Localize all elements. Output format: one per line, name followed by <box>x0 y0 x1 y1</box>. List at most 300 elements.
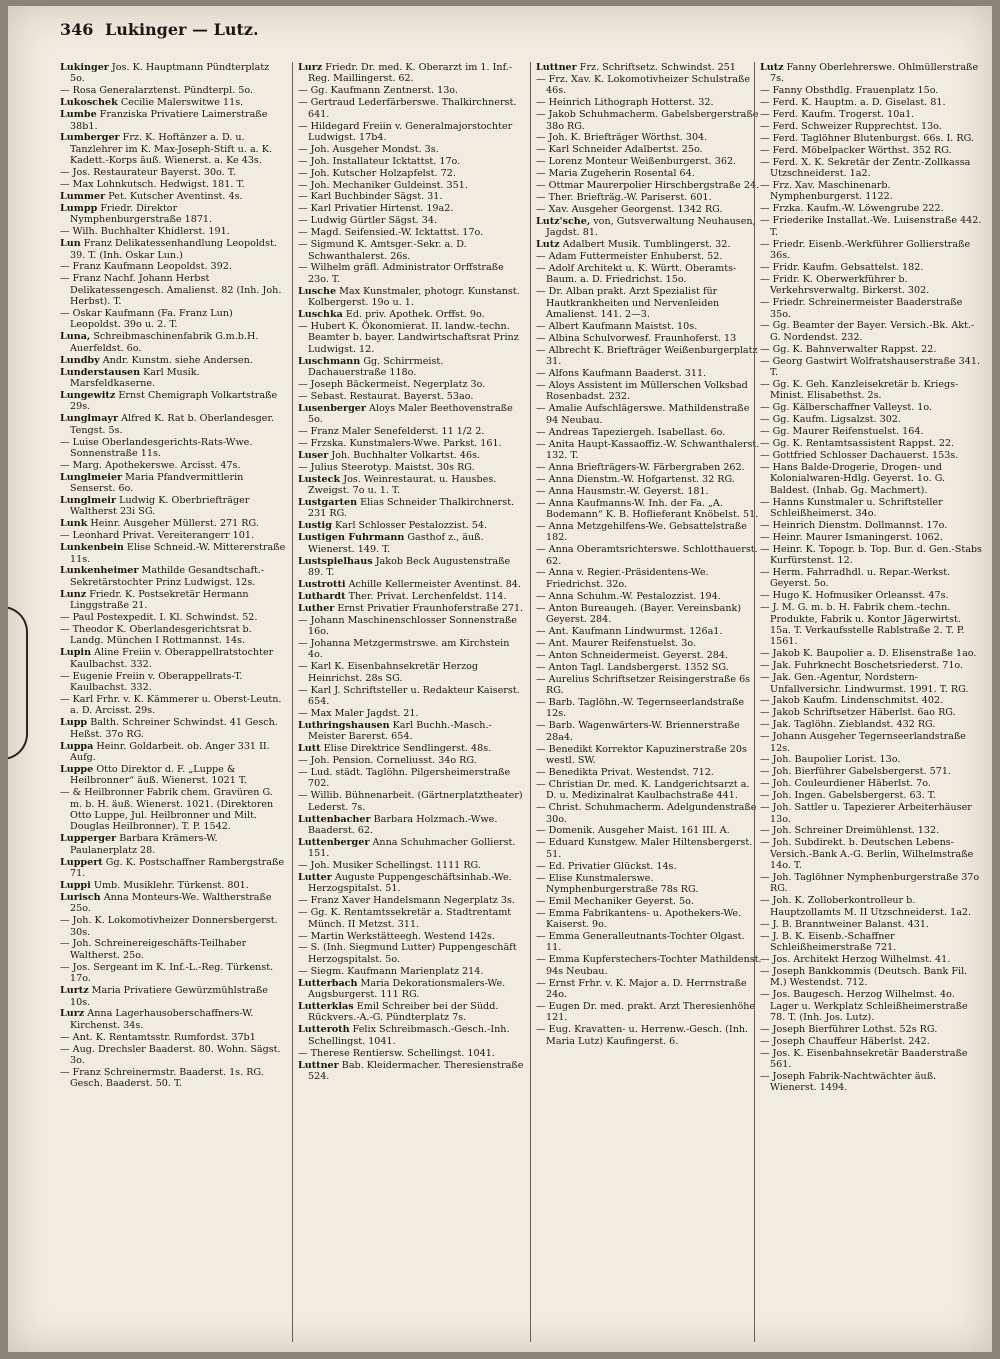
entry-text: — Joseph Bankkommis (Deutsch. Bank Fil. M.) Westendst. 712. <box>760 965 968 989</box>
entry-text: Jos. Weinrestaurat. u. Hausbes. Zweigst. 7o u. 1. T. <box>308 473 497 497</box>
directory-entry <box>536 74 762 97</box>
entry-text: — Ferd. X. K. Sekretär der Zentr.-Zollkassa Utzschneiderst. 1a2. <box>760 156 971 180</box>
directory-entry <box>298 97 524 120</box>
entry-text: Emil Schreiber bei der Südd. Rückvers.-A.-G. Pündterplatz 7s. <box>308 1001 499 1024</box>
entry-surname: Lumpp <box>60 202 98 214</box>
entry-text: — Fanny Obsthdlg. Frauenplatz 15o. <box>760 85 939 97</box>
entry-text: — Ernst Frhr. v. K. Major a. D. Herrnstraße 24o. <box>536 977 747 1001</box>
directory-entry <box>60 132 286 166</box>
directory-entry <box>298 907 524 930</box>
column-divider <box>754 62 755 1342</box>
directory-entry <box>760 989 984 1023</box>
directory-entry <box>760 97 984 108</box>
directory-entry <box>760 1024 984 1035</box>
entry-surname: Lunz <box>60 588 87 600</box>
entry-text: Achille Kellermeister Aventinst. 84. <box>348 578 521 590</box>
entry-surname: Lupin <box>60 647 92 659</box>
directory-entry <box>760 497 984 520</box>
entry-text: Friedr. K. Postsekretär Hermann Linggstraße 21. <box>70 588 249 612</box>
entry-text: Andr. Kunstm. siehe Andersen. <box>102 354 253 366</box>
directory-entry <box>760 450 984 461</box>
directory-entry <box>60 261 286 272</box>
entry-surname: Lunderstausen <box>60 366 141 378</box>
directory-entry <box>760 825 984 836</box>
entry-text: — Joh. K. Zolloberkontrolleur b. Hauptzollamts M. II Utzschneiderst. 1a2. <box>760 895 972 918</box>
entry-text: — Anna Dienstm.-W. Hofgartenst. 32 RG. <box>536 473 735 485</box>
directory-entry <box>536 368 762 379</box>
directory-entry <box>60 880 286 891</box>
entry-text: Adalbert Musik. Tumblingerst. 32. <box>562 239 731 251</box>
directory-entry <box>760 532 984 543</box>
directory-entry <box>60 647 286 670</box>
entry-text: — Anna Kaufmanns-W. Inh. der Fa. „A. Bodemann“ K. B. Hoflieferant Knöbelst. 51. <box>536 497 759 520</box>
entry-surname: Lutz <box>536 239 560 251</box>
entry-text: — Ferd. Taglöhner Blutenburgst. 66s. I. RG. <box>760 132 974 144</box>
directory-entry <box>760 966 984 989</box>
entry-text: — Dr. Alban prakt. Arzt Spezialist für Hautkrankheiten und Nervenleiden Amalienst. 141. 2—3. <box>536 286 720 321</box>
entry-text: — Jos. Architekt Herzog Wilhelmst. 41. <box>760 953 951 965</box>
entry-text: — Ferd. K. Hauptm. a. D. Giselast. 81. <box>760 97 946 109</box>
directory-entry <box>298 532 524 555</box>
entry-text: — Gertraud Lederfärberswe. Thalkirchnerst. 641. <box>298 97 517 120</box>
directory-entry <box>536 650 762 661</box>
entry-surname: Lurtz <box>60 985 89 997</box>
entry-surname: Lustig <box>298 520 332 532</box>
entry-text: — Lorenz Monteur Weißenburgerst. 362. <box>536 156 737 168</box>
directory-entry <box>536 462 762 473</box>
entry-text: Frz. K. Hoftänzer a. D. u. Tanzlehrer im K. Max-Joseph-Stift u. a. K. Kadett.-Korps äuß. Wienerst. a. Ke 43s. <box>70 132 272 167</box>
directory-entry <box>760 954 984 965</box>
entry-surname: Lustspielhaus <box>298 555 373 567</box>
directory-entry <box>760 731 984 754</box>
entry-text: Heinr. Goldarbeit. ob. Anger 331 II. Aufg. <box>70 740 270 763</box>
directory-entry <box>60 238 286 261</box>
entry-text: Bab. Kleidermacher. Theresienstraße 524. <box>308 1059 524 1082</box>
entry-text: Anna Monteurs-We. Waltherstraße 25o. <box>70 891 272 915</box>
entry-text: Balth. Schreiner Schwindst. 41 Gesch. Heßst. 37o RG. <box>70 717 278 740</box>
directory-entry <box>760 837 984 871</box>
directory-entry <box>536 767 762 778</box>
entry-text: — Ant. Maurer Reifenstuelst. 3o. <box>536 637 697 649</box>
entry-text: — Gg. Kaufm. Ligsalzst. 302. <box>760 414 901 426</box>
entry-text: — Jos. K. Eisenbahnsekretär Baaderstraße 561. <box>760 1047 968 1071</box>
entry-text: — Georg Gastwirt Wolfratshauserstraße 341. T. <box>760 355 981 379</box>
entry-surname: Luttenberger <box>298 836 370 848</box>
entry-text: — Willib. Bühnenarbeit. (Gärtnerplatztheater) Lederst. 7s. <box>298 790 523 813</box>
entry-text: — Sebast. Restaurat. Bayerst. 53ao. <box>298 390 474 402</box>
entry-text: — Jak. Taglöhn. Zieblandst. 432 RG. <box>760 719 936 731</box>
entry-text: — J. B. K. Eisenb.-Schaffner Schleißheimerstraße 721. <box>760 930 897 953</box>
directory-entry <box>536 931 762 954</box>
entry-surname: Lunglmeier <box>60 471 123 483</box>
entry-text: — Joh. Subdirekt. b. Deutschen Lebens-Versich.-Bank A.-G. Berlin, Wilhelmstraße 14o. T. <box>760 837 974 872</box>
entry-surname: Lunk <box>60 518 88 530</box>
entry-text: — Andreas Tapeziergeh. Isabellast. 6o. <box>536 426 726 438</box>
entry-text: — Heinr. K. Topogr. b. Top. Bur. d. Gen.-Stabs Kurfürstenst. 12. <box>760 543 982 567</box>
entry-text: — Joh. Couleurdiener Häberlst. 7o. <box>760 778 931 790</box>
entry-text: — Frz. Xav. K. Lokomotivheizer Schulstraße 46s. <box>536 73 751 97</box>
entry-text: — Joh. Taglöhner Nymphenburgerstraße 37o RG. <box>760 872 980 895</box>
directory-entry <box>536 626 762 637</box>
directory-entry <box>60 612 286 623</box>
entry-text: — Anna Schuhm.-W. Pestalozzist. 194. <box>536 590 721 602</box>
entry-text: — Anton Schneidermeist. Geyerst. 284. <box>536 649 729 661</box>
binding-ring <box>8 606 28 760</box>
entry-text: — Wilhelm gräfl. Administrator Orffstraße 23o. T. <box>298 262 504 285</box>
entry-text: — J. B. Branntweiner Balanst. 431. <box>760 918 929 930</box>
directory-entry <box>298 520 524 531</box>
directory-entry <box>760 766 984 777</box>
entry-text: — Hildegard Freiin v. Generalmajorstochter Ludwigst. 17b4. <box>298 120 513 143</box>
entry-text: — Paul Postexpedit. I. Kl. Schwindst. 52. <box>60 612 258 624</box>
column-3 <box>536 62 762 1342</box>
directory-entry <box>298 497 524 520</box>
entry-surname: Lutz <box>760 62 784 73</box>
directory-entry <box>760 544 984 567</box>
directory-entry <box>760 1048 984 1071</box>
directory-entry <box>298 321 524 355</box>
entry-text: Karl Musik. Marsfeldkaserne. <box>70 366 200 389</box>
directory-entry <box>760 426 984 437</box>
directory-entry <box>760 1071 984 1094</box>
directory-entry <box>298 837 524 860</box>
directory-columns <box>60 62 986 1342</box>
entry-text: — Eugenie Freiin v. Oberappellrats-T. Kaulbachst. 332. <box>60 670 243 694</box>
directory-entry <box>760 590 984 601</box>
column-divider <box>530 62 531 1342</box>
directory-entry <box>536 954 762 977</box>
directory-entry <box>298 767 524 790</box>
entry-surname: Luttner <box>536 62 577 73</box>
directory-entry <box>60 203 286 226</box>
entry-text: Alfred K. Rat b. Oberlandesger. Tengst. 5s. <box>70 413 275 436</box>
directory-entry <box>536 192 762 203</box>
entry-text: — Herm. Fahrradhdl. u. Repar.-Werkst. Geyerst. 5o. <box>760 566 951 590</box>
entry-text: — Joseph Bierführer Lothst. 52s RG. <box>760 1023 938 1035</box>
entry-text: Franz Delikatessenhandlung Leopoldst. 39. T. (Inh. Oskar Lun.) <box>70 238 277 261</box>
entry-text: — Gg. K. Bahnverwalter Rappst. 22. <box>760 343 937 355</box>
directory-entry <box>760 121 984 132</box>
entry-text: von, Gutsverwaltung Neuhausen, Jagdst. 81. <box>546 215 756 239</box>
directory-entry <box>298 615 524 638</box>
entry-text: — Franz Nachf. Johann Herbst Delikatessengesch. Amalienst. 82 (Inh. Joh. Herbst). T. <box>60 273 282 308</box>
directory-entry <box>60 985 286 1008</box>
entry-text: — Max Lohnkutsch. Hedwigst. 181. T. <box>60 179 245 191</box>
entry-surname: Lutt <box>298 743 321 755</box>
directory-entry <box>760 262 984 273</box>
directory-entry <box>298 1048 524 1059</box>
entry-text: — Joh. Schreinereigeschäfts-Teilhaber Waltherst. 25o. <box>60 938 247 961</box>
entry-surname: Lustigen Fuhrmann <box>298 532 405 544</box>
entry-surname: Lumberger <box>60 132 120 144</box>
entry-text: — Gg. Kaufmann Zentnerst. 13o. <box>298 85 458 97</box>
directory-entry <box>536 498 762 521</box>
directory-entry <box>536 521 762 544</box>
entry-surname: Lupperger <box>60 833 117 845</box>
entry-text: Schreibmaschinenfabrik G.m.b.H. Auerfeldst. 6o. <box>70 331 259 354</box>
entry-surname: Luschmann <box>298 355 361 367</box>
entry-text: — S. (Inh. Siegmund Lutter) Puppengeschäft Herzogspitalst. 5o. <box>298 942 517 965</box>
entry-text: — Joh. K. Briefträger Wörthst. 304. <box>536 132 708 144</box>
entry-text: — Joh. Baupolier Lorist. 13o. <box>760 754 901 766</box>
column-2 <box>298 62 524 1342</box>
entry-text: — Gg. K. Rentamtsassistent Rappst. 22. <box>760 438 955 449</box>
entry-text: — Sigmund K. Amtsger.-Sekr. a. D. Schwanthalerst. 26s. <box>298 239 467 262</box>
directory-entry <box>298 379 524 390</box>
directory-entry <box>60 1032 286 1043</box>
entry-text: — Julius Steerotyp. Maistst. 30s RG. <box>298 461 475 473</box>
directory-entry <box>536 591 762 602</box>
directory-entry <box>536 333 762 344</box>
entry-text: — Karl Buchbinder Sägst. 31. <box>298 191 443 203</box>
entry-text: Anna Lagerhausoberschaffners-W. Kirchenst. 34s. <box>70 1008 254 1031</box>
directory-entry <box>536 380 762 403</box>
directory-entry <box>298 931 524 942</box>
directory-entry <box>536 109 762 132</box>
entry-text: — Franz Maler Senefelderst. 11 1/2 2. <box>298 426 485 438</box>
entry-text: — Benedikt Korrektor Kapuzinerstraße 20s westl. SW. <box>536 743 747 766</box>
entry-text: — Alfons Kaufmann Baaderst. 311. <box>536 368 707 380</box>
directory-entry <box>760 62 984 85</box>
directory-entry <box>298 978 524 1001</box>
entry-text: Max Kunstmaler, photogr. Kunstanst. Kolbergerst. 19o u. 1. <box>308 285 520 309</box>
entry-text: Franziska Privatiere Laimerstraße 38b1. <box>70 109 268 132</box>
entry-surname: Lutz'sche, <box>536 215 591 227</box>
directory-entry <box>298 790 524 813</box>
entry-text: — Max Maler Jagdst. 21. <box>298 707 419 719</box>
entry-surname: Lusenberger <box>298 402 366 414</box>
directory-entry <box>760 239 984 262</box>
entry-surname: Luppa <box>60 740 94 752</box>
directory-entry <box>760 462 984 496</box>
directory-entry <box>298 720 524 743</box>
directory-entry <box>536 97 762 108</box>
directory-entry <box>298 391 524 402</box>
directory-entry <box>760 754 984 765</box>
entry-surname: Lustgarten <box>298 497 358 509</box>
directory-entry <box>536 638 762 649</box>
entry-text: Karl Schlosser Pestalozzist. 54. <box>334 520 488 532</box>
directory-entry <box>60 472 286 495</box>
entry-text: — Christ. Schuhmacherm. Adelgundenstraße 30o. <box>536 802 757 825</box>
directory-entry <box>60 331 286 354</box>
directory-entry <box>760 895 984 918</box>
entry-text: — Franz Schreinermstr. Baaderst. 1s. RG. Gesch. Baaderst. 50. T. <box>60 1066 264 1090</box>
entry-text: — Ferd. Kaufm. Trogerst. 10a1. <box>760 109 915 121</box>
directory-entry <box>760 297 984 320</box>
entry-text: — Barb. Taglöhn.-W. Tegernseerlandstraße 12s. <box>536 696 745 720</box>
entry-text: — Karl J. Schriftsteller u. Redakteur Kaiserst. 654. <box>298 684 520 707</box>
entry-surname: Lunkenheimer <box>60 565 139 577</box>
entry-surname: Lurz <box>60 1008 85 1020</box>
entry-text: — Joseph Chauffeur Häberlst. 242. <box>760 1035 930 1047</box>
directory-entry <box>298 579 524 590</box>
directory-entry <box>536 978 762 1001</box>
directory-entry <box>536 567 762 590</box>
directory-entry <box>760 567 984 590</box>
entry-text: — Joh. Mechaniker Guldeinst. 351. <box>298 179 468 191</box>
entry-text: — Domenik. Ausgeher Maist. 161 III. A. <box>536 825 730 837</box>
entry-text: — Joh. Kutscher Holzapfelst. 72. <box>298 167 456 179</box>
directory-entry <box>760 802 984 825</box>
entry-text: Maria Privatiere Gewürzmühlstraße 10s. <box>70 985 268 1008</box>
entry-text: Maria Dekorationsmalers-We. Augsburgerst. 111 RG. <box>308 977 506 1001</box>
entry-text: — Friedr. Eisenb.-Werkführer Gollierstraße 36s. <box>760 238 971 261</box>
directory-entry <box>298 814 524 837</box>
directory-entry <box>298 62 524 85</box>
directory-entry <box>298 239 524 262</box>
directory-entry <box>536 180 762 191</box>
entry-text: Umb. Musiklehr. Türkenst. 801. <box>93 879 249 891</box>
directory-entry <box>536 204 762 215</box>
directory-entry <box>60 226 286 237</box>
directory-entry <box>298 474 524 497</box>
directory-entry <box>536 779 762 802</box>
directory-entry <box>298 191 524 202</box>
directory-entry <box>536 662 762 673</box>
entry-surname: Lutteroth <box>298 1024 350 1036</box>
directory-entry <box>60 367 286 390</box>
entry-text: Jos. K. Hauptmann Pündterplatz 5o. <box>70 62 270 85</box>
directory-entry <box>536 132 762 143</box>
entry-surname: Luser <box>298 449 329 461</box>
entry-text: Gasthof z., äuß. Wienerst. 149. T. <box>308 532 484 555</box>
directory-entry <box>60 1067 286 1090</box>
entry-text: — Franz Xaver Handelsmann Negerplatz 3s. <box>298 895 515 907</box>
entry-text: Aloys Maler Beethovenstraße 5o. <box>308 402 513 426</box>
entry-text: — Joh. Sattler u. Tapezierer Arbeiterhäuser 13o. <box>760 802 972 825</box>
entry-text: Heinr. Ausgeher Müllerst. 271 RG. <box>90 518 259 530</box>
entry-text: — Aloys Assistent im Müllerschen Volksbad Rosenbadst. 232. <box>536 379 748 403</box>
entry-text: — Ther. Briefträg.-W. Pariserst. 601. <box>536 191 712 203</box>
entry-text: — Heinrich Lithograph Hotterst. 32. <box>536 97 714 109</box>
entry-text: — Eugen Dr. med. prakt. Arzt Theresienhöhe 121. <box>536 1001 756 1024</box>
entry-text: — Jos. Restaurateur Bayerst. 30o. T. <box>60 167 236 179</box>
directory-entry <box>760 707 984 718</box>
entry-text: — Ferd. Möbelpacker Wörthst. 352 RG. <box>760 144 952 156</box>
directory-entry <box>60 833 286 856</box>
entry-text: — Elise Kunstmalerswe. Nymphenburgerstraße 78s RG. <box>536 872 699 895</box>
directory-entry <box>298 942 524 965</box>
entry-surname: Lun <box>60 238 81 250</box>
entry-text: — Fridr. Kaufm. Gebsattelst. 182. <box>760 261 924 273</box>
entry-text: — Joh. K. Lokomotivheizer Donnersbergerst. 30s. <box>60 915 278 938</box>
entry-surname: Lummer <box>60 190 106 202</box>
directory-entry <box>536 239 762 250</box>
directory-entry <box>60 741 286 764</box>
entry-text: Ludwig K. Oberbriefträger Waltherst 23i SG. <box>70 495 250 518</box>
directory-entry <box>60 694 286 717</box>
entry-text: — Anna Hausmstr.-W. Geyerst. 181. <box>536 485 709 497</box>
entry-text: — Rosa Generalarztenst. Pündterpl. 5o. <box>60 85 253 97</box>
directory-entry <box>536 1001 762 1024</box>
directory-entry <box>536 1024 762 1047</box>
directory-entry <box>760 695 984 706</box>
directory-entry <box>60 85 286 96</box>
directory-entry <box>298 403 524 426</box>
entry-text: — Jak. Fuhrknecht Boschetsriederst. 71o. <box>760 660 964 672</box>
directory-entry <box>298 1001 524 1024</box>
entry-text: — Hubert K. Ökonomierat. II. landw.-techn. Beamter b. bayer. Landwirtschaftsrat Prinz Ludwigst. 12. <box>298 320 519 355</box>
directory-entry <box>536 720 762 743</box>
directory-entry <box>298 262 524 285</box>
directory-entry <box>536 825 762 836</box>
directory-entry <box>536 427 762 438</box>
directory-entry <box>760 157 984 180</box>
directory-entry <box>760 180 984 203</box>
directory-page <box>8 6 992 1352</box>
entry-text: — Joseph Fabrik-Nachtwächter äuß. Wienerst. 1494. <box>760 1070 937 1094</box>
entry-text: — Albina Schulvorwesf. Fraunhoferst. 13 <box>536 332 737 344</box>
directory-entry <box>760 379 984 402</box>
directory-entry <box>298 144 524 155</box>
directory-entry <box>760 931 984 954</box>
directory-entry <box>760 602 984 648</box>
directory-entry <box>760 790 984 801</box>
entry-text: Aline Freiin v. Oberappellratstochter Kaulbachst. 332. <box>70 647 274 670</box>
directory-entry <box>536 156 762 167</box>
directory-entry <box>536 251 762 262</box>
directory-entry <box>536 837 762 860</box>
directory-entry <box>760 872 984 895</box>
entry-text: — Aurelius Schriftsetzer Reisingerstraße 6s RG. <box>536 673 751 697</box>
entry-surname: Luppert <box>60 856 103 868</box>
directory-entry <box>536 403 762 426</box>
entry-text: Cecilie Malerswitwe 11s. <box>120 97 244 109</box>
entry-surname: Luttner <box>298 1059 339 1071</box>
entry-text: Elise Direktrice Sendlingerst. 48s. <box>323 743 492 755</box>
entry-surname: Lumbe <box>60 109 97 121</box>
entry-text: — Albert Kaufmann Maistst. 10s. <box>536 320 698 332</box>
entry-text: — Gg. Maurer Reifenstuelst. 164. <box>760 426 924 438</box>
directory-entry <box>60 308 286 331</box>
directory-entry <box>60 764 286 787</box>
directory-entry <box>298 603 524 614</box>
directory-entry <box>60 62 286 85</box>
directory-entry <box>298 121 524 144</box>
directory-entry <box>60 167 286 178</box>
directory-entry <box>298 450 524 461</box>
directory-entry <box>60 938 286 961</box>
directory-entry <box>760 660 984 671</box>
directory-entry <box>298 309 524 320</box>
entry-text: Felix Schreibmasch.-Gesch.-Inh. Schellingst. 1041. <box>308 1024 510 1047</box>
directory-entry <box>536 439 762 462</box>
entry-text: — Barb. Wagenwärters-W. Briennerstraße 28a4. <box>536 720 740 743</box>
directory-entry <box>60 565 286 588</box>
entry-text: Gg. Schirrmeist. Dachauerstraße 118o. <box>308 355 444 379</box>
directory-entry <box>298 180 524 191</box>
entry-text: — Anna Oberamtsrichterswe. Schlotthauerst. 62. <box>536 544 758 567</box>
entry-surname: Luschka <box>298 309 343 321</box>
directory-entry <box>60 892 286 915</box>
entry-text: Maria Pfandvermittlerin Senserst. 6o. <box>70 471 244 495</box>
directory-entry <box>298 85 524 96</box>
directory-entry <box>298 203 524 214</box>
entry-text: — Karl Schneider Adalbertst. 25o. <box>536 144 703 156</box>
directory-entry <box>760 520 984 531</box>
entry-text: — Marg. Apothekerswe. Arcisst. 47s. <box>60 459 241 471</box>
entry-text: — Anita Haupt-Kassaoffiz.-W. Schwanthalerst. 132. T. <box>536 438 760 461</box>
entry-text: Ed. priv. Apothek. Orffst. 9o. <box>345 309 485 321</box>
entry-text: — Xav. Ausgeher Georgenst. 1342 RG. <box>536 203 723 215</box>
entry-text: — Ferd. Schweizer Rupprechtst. 13o. <box>760 121 942 133</box>
entry-text: Ernst Privatier Fraunhoferstraße 271. <box>337 602 524 614</box>
entry-text: — Joh. Ingen. Gabelsbergerst. 63. T. <box>760 790 936 802</box>
entry-text: — Joh. Bierführer Gabelsbergerst. 571. <box>760 766 951 778</box>
directory-entry <box>760 719 984 730</box>
entry-text: — Anton Bureaugeh. (Bayer. Vereinsbank) Geyerst. 284. <box>536 602 742 626</box>
